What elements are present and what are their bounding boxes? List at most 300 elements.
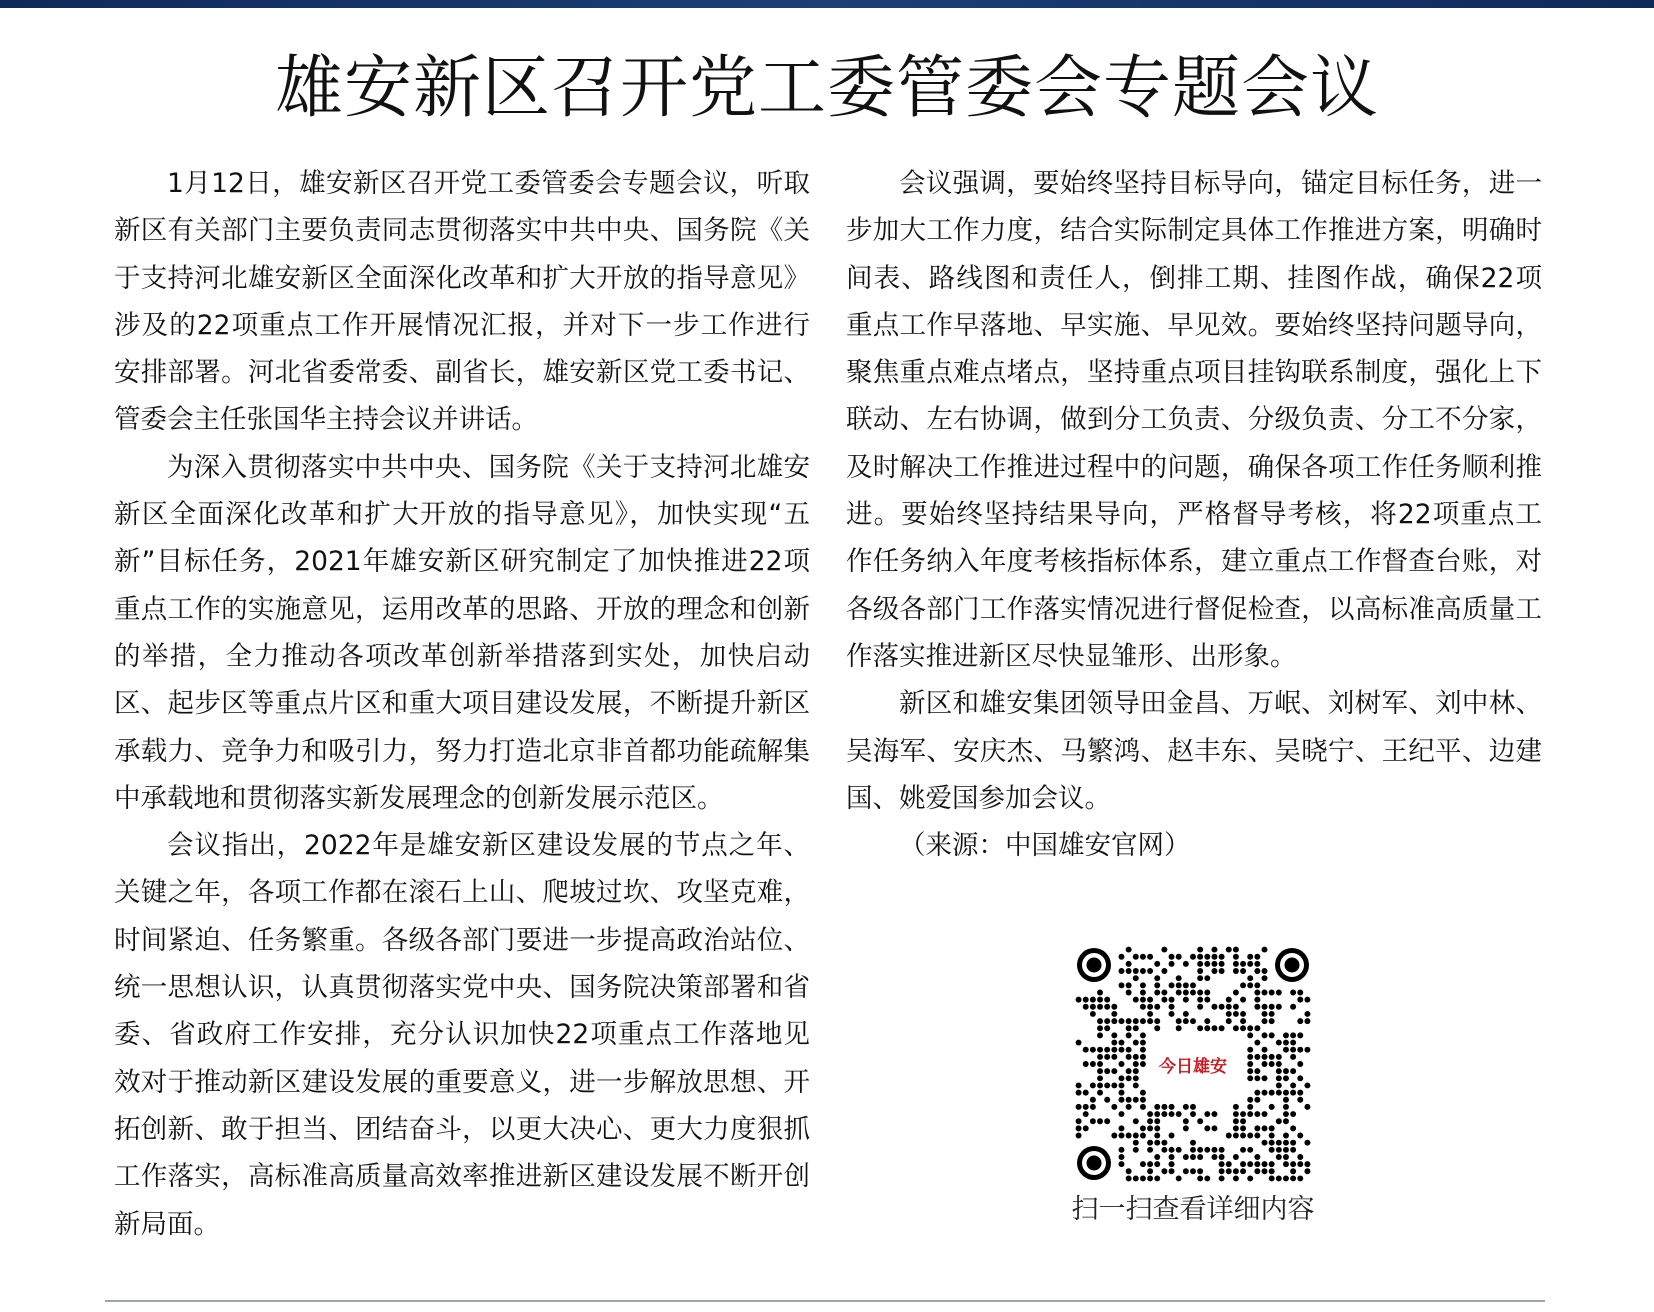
qr-module xyxy=(1126,947,1132,953)
qr-module xyxy=(1233,1168,1239,1174)
qr-module xyxy=(1190,1147,1196,1153)
qr-module xyxy=(1119,1061,1125,1067)
qr-module xyxy=(1169,1154,1175,1160)
qr-module xyxy=(1262,1061,1268,1067)
qr-module xyxy=(1211,1154,1217,1160)
qr-module xyxy=(1233,968,1239,974)
qr-module xyxy=(1254,1004,1260,1010)
qr-module xyxy=(1076,1133,1082,1139)
qr-module xyxy=(1161,997,1167,1003)
qr-module xyxy=(1176,990,1182,996)
qr-module xyxy=(1197,1025,1203,1031)
qr-module xyxy=(1211,1147,1217,1153)
qr-module xyxy=(1140,997,1146,1003)
qr-module xyxy=(1290,1040,1296,1046)
qr-module xyxy=(1147,968,1153,974)
qr-module xyxy=(1097,1032,1103,1038)
qr-module xyxy=(1190,1154,1196,1160)
qr-module xyxy=(1126,1175,1132,1181)
qr-module xyxy=(1140,1054,1146,1060)
qr-module xyxy=(1240,982,1246,988)
qr-module xyxy=(1083,1104,1089,1110)
qr-module xyxy=(1254,1125,1260,1131)
qr-module xyxy=(1176,1025,1182,1031)
qr-module xyxy=(1176,1175,1182,1181)
qr-module xyxy=(1211,1111,1217,1117)
qr-module xyxy=(1133,1147,1139,1153)
qr-module xyxy=(1154,975,1160,981)
qr-module xyxy=(1226,1168,1232,1174)
qr-module xyxy=(1183,961,1189,967)
qr-module xyxy=(1290,1125,1296,1131)
qr-module xyxy=(1083,1047,1089,1053)
qr-module xyxy=(1197,1147,1203,1153)
qr-module xyxy=(1083,1004,1089,1010)
qr-module xyxy=(1269,1175,1275,1181)
qr-module xyxy=(1126,1054,1132,1060)
qr-module xyxy=(1254,1090,1260,1096)
qr-module xyxy=(1297,1097,1303,1103)
qr-module xyxy=(1247,1075,1253,1081)
qr-module xyxy=(1133,1140,1139,1146)
qr-module xyxy=(1111,1047,1117,1053)
qr-module xyxy=(1297,1047,1303,1053)
qr-module xyxy=(1247,1147,1253,1153)
article-column-left xyxy=(114,160,810,1248)
article-column-right xyxy=(846,160,1542,869)
qr-module xyxy=(1119,1047,1125,1053)
qr-module xyxy=(1254,1025,1260,1031)
qr-module xyxy=(1283,1104,1289,1110)
qr-module xyxy=(1133,1133,1139,1139)
qr-module xyxy=(1154,1125,1160,1131)
qr-module xyxy=(1262,1075,1268,1081)
qr-module xyxy=(1269,1168,1275,1174)
qr-module xyxy=(1269,1147,1275,1153)
qr-module xyxy=(1154,1104,1160,1110)
qr-module xyxy=(1154,961,1160,967)
qr-module xyxy=(1254,1068,1260,1074)
qr-module xyxy=(1219,1161,1225,1167)
qr-module xyxy=(1204,975,1210,981)
qr-module xyxy=(1219,1025,1225,1031)
qr-module xyxy=(1211,961,1217,967)
qr-module xyxy=(1119,982,1125,988)
qr-module xyxy=(1262,1161,1268,1167)
qr-module xyxy=(1254,968,1260,974)
qr-module xyxy=(1211,1004,1217,1010)
qr-module xyxy=(1262,1032,1268,1038)
qr-module xyxy=(1126,1025,1132,1031)
qr-module xyxy=(1161,1104,1167,1110)
qr-module xyxy=(1161,947,1167,953)
qr-module xyxy=(1204,954,1210,960)
qr-module xyxy=(1097,1025,1103,1031)
qr-module xyxy=(1226,1011,1232,1017)
qr-module xyxy=(1254,961,1260,967)
qr-module xyxy=(1126,1104,1132,1110)
qr-module xyxy=(1290,1111,1296,1117)
qr-module xyxy=(1140,1175,1146,1181)
qr-module xyxy=(1111,1018,1117,1024)
qr-module xyxy=(1076,1125,1082,1131)
qr-module xyxy=(1133,1018,1139,1024)
bottom-divider xyxy=(105,1300,1545,1302)
qr-module xyxy=(1197,1004,1203,1010)
qr-module xyxy=(1276,1175,1282,1181)
qr-module xyxy=(1283,1090,1289,1096)
qr-module xyxy=(1276,1118,1282,1124)
qr-module xyxy=(1233,961,1239,967)
qr-module xyxy=(1290,1168,1296,1174)
qr-module xyxy=(1119,1082,1125,1088)
qr-module xyxy=(1090,1047,1096,1053)
qr-module xyxy=(1169,1111,1175,1117)
qr-module xyxy=(1154,1118,1160,1124)
qr-module xyxy=(1304,1161,1310,1167)
qr-module xyxy=(1147,954,1153,960)
qr-module xyxy=(1304,1047,1310,1053)
qr-module xyxy=(1297,1133,1303,1139)
qr-module xyxy=(1097,1004,1103,1010)
qr-module xyxy=(1119,1040,1125,1046)
article-paragraph: 会议强调，要始终坚持目标导向，锚定目标任务，进一步加大工作力度，结合实际制定具体工作推进方案，明确时间表、路线图和责任人，倒排工期、挂图作战，确保22项重点工作早落地、早实施、早见效。要始终坚持问题导向，聚焦重点难点堵点，坚持重点项目挂钩联系制度，强化上下联动、左右协调，做到分工负责、分级负责、分工不分家，及时解决工作推进过程中的问题，确保各项工作任务顺利推进。要始终坚持结果导向，严格督导考核，将22项重点工作任务纳入年度考核指标体系，建立重点工作督查台账，对各级各部门工作落实情况进行督促检查，以高标准高质量工作落实推进新区尽快显雏形、出形象。 xyxy=(846,168,1542,672)
qr-module xyxy=(1176,975,1182,981)
qr-module xyxy=(1119,1090,1125,1096)
qr-module xyxy=(1140,1104,1146,1110)
qr-module xyxy=(1154,982,1160,988)
qr-module xyxy=(1262,1047,1268,1053)
qr-module xyxy=(1233,1154,1239,1160)
qr-module xyxy=(1190,1140,1196,1146)
qr-module xyxy=(1176,1018,1182,1024)
qr-module xyxy=(1219,968,1225,974)
qr-module xyxy=(1147,1018,1153,1024)
qr-module xyxy=(1169,997,1175,1003)
qr-module xyxy=(1097,1075,1103,1081)
qr-module xyxy=(1233,947,1239,953)
qr-module xyxy=(1119,968,1125,974)
qr-module xyxy=(1283,1161,1289,1167)
qr-module xyxy=(1111,1032,1117,1038)
qr-code-image[interactable] xyxy=(1075,946,1311,1182)
qr-module xyxy=(1097,1118,1103,1124)
qr-module xyxy=(1204,1125,1210,1131)
qr-module xyxy=(1254,982,1260,988)
qr-module xyxy=(1269,1125,1275,1131)
article-source: （来源：中国雄安官网） xyxy=(899,830,1191,862)
qr-module xyxy=(1169,1004,1175,1010)
qr-module xyxy=(1169,1161,1175,1167)
qr-module xyxy=(1219,1154,1225,1160)
qr-module xyxy=(1104,1097,1110,1103)
qr-module xyxy=(1119,1154,1125,1160)
qr-module xyxy=(1083,1125,1089,1131)
qr-module xyxy=(1304,1082,1310,1088)
qr-module xyxy=(1211,1125,1217,1131)
qr-module xyxy=(1104,1047,1110,1053)
qr-module xyxy=(1197,1154,1203,1160)
qr-module xyxy=(1161,968,1167,974)
qr-module xyxy=(1097,990,1103,996)
qr-module xyxy=(1133,997,1139,1003)
qr-module xyxy=(1247,1047,1253,1053)
qr-module xyxy=(1283,1068,1289,1074)
qr-module xyxy=(1247,1175,1253,1181)
qr-module xyxy=(1247,1104,1253,1110)
qr-module xyxy=(1154,1133,1160,1139)
article-headline: 雄安新区召开党工委管委会专题会议 xyxy=(274,49,1379,128)
qr-module xyxy=(1126,1068,1132,1074)
qr-module xyxy=(1297,1090,1303,1096)
qr-module xyxy=(1297,1061,1303,1067)
qr-module xyxy=(1126,1047,1132,1053)
qr-module xyxy=(1240,1125,1246,1131)
qr-module xyxy=(1297,1075,1303,1081)
qr-module xyxy=(1169,1011,1175,1017)
qr-module xyxy=(1183,1018,1189,1024)
qr-module xyxy=(1111,1133,1117,1139)
qr-module xyxy=(1126,1032,1132,1038)
qr-module xyxy=(1133,1097,1139,1103)
qr-module xyxy=(1147,1147,1153,1153)
qr-module xyxy=(1140,1133,1146,1139)
qr-module xyxy=(1133,968,1139,974)
qr-module xyxy=(1169,1133,1175,1139)
qr-module xyxy=(1190,982,1196,988)
qr-module xyxy=(1219,1175,1225,1181)
qr-module xyxy=(1247,1061,1253,1067)
qr-module xyxy=(1276,1082,1282,1088)
qr-module xyxy=(1254,1133,1260,1139)
qr-module xyxy=(1240,1118,1246,1124)
qr-module xyxy=(1083,997,1089,1003)
qr-module xyxy=(1204,1175,1210,1181)
qr-module xyxy=(1226,1133,1232,1139)
qr-module xyxy=(1090,1004,1096,1010)
qr-module xyxy=(1240,968,1246,974)
qr-module xyxy=(1133,1075,1139,1081)
qr-module xyxy=(1161,990,1167,996)
qr-module xyxy=(1240,1168,1246,1174)
qr-module xyxy=(1133,1061,1139,1067)
qr-module xyxy=(1076,1040,1082,1046)
qr-module xyxy=(1247,1068,1253,1074)
qr-module xyxy=(1197,997,1203,1003)
qr-module xyxy=(1204,1111,1210,1117)
qr-module xyxy=(1190,1104,1196,1110)
qr-caption: 扫一扫查看详细内容 xyxy=(1071,1194,1315,1225)
qr-module xyxy=(1283,1154,1289,1160)
qr-module xyxy=(1126,990,1132,996)
qr-module xyxy=(1233,1175,1239,1181)
qr-module xyxy=(1304,1168,1310,1174)
qr-module xyxy=(1147,1168,1153,1174)
qr-module xyxy=(1197,975,1203,981)
qr-module xyxy=(1254,954,1260,960)
qr-module xyxy=(1140,1097,1146,1103)
qr-module xyxy=(1104,1025,1110,1031)
article-paragraph: 会议指出，2022年是雄安新区建设发展的节点之年、关键之年，各项工作都在滚石上山、爬坡过坎、攻坚克难，时间紧迫、任务繁重。各级各部门要进一步提高政治站位、统一思想认识，认真贯彻落实党中央、国务院决策部署和省委、省政府工作安排，充分认识加快22项重点工作落地见效对于推动新区建设发展的重要意义，进一步解放思想、开拓创新、敢于担当、团结奋斗，以更大决心、更大力度狠抓工作落实，高标准高质量高效率推进新区建设发展不断开创新局面。 xyxy=(114,830,810,1240)
qr-module xyxy=(1283,1133,1289,1139)
qr-module xyxy=(1126,1168,1132,1174)
qr-module xyxy=(1197,954,1203,960)
article-paragraph: 新区和雄安集团领导田金昌、万岷、刘树军、刘中林、吴海军、安庆杰、马繁鸿、赵丰东、吴晓宁、王纪平、边建国、姚爱国参加会议。 xyxy=(846,688,1542,814)
qr-module xyxy=(1083,1061,1089,1067)
qr-module xyxy=(1097,1054,1103,1060)
qr-module xyxy=(1126,968,1132,974)
qr-module xyxy=(1169,961,1175,967)
qr-module xyxy=(1119,1147,1125,1153)
qr-module xyxy=(1147,1175,1153,1181)
qr-module xyxy=(1097,1068,1103,1074)
qr-module xyxy=(1233,1004,1239,1010)
qr-module xyxy=(1090,1118,1096,1124)
qr-module xyxy=(1254,1054,1260,1060)
qr-module xyxy=(1119,1097,1125,1103)
qr-module xyxy=(1147,1111,1153,1117)
qr-module xyxy=(1226,947,1232,953)
qr-module xyxy=(1211,947,1217,953)
qr-module xyxy=(1169,1168,1175,1174)
qr-module xyxy=(1161,1168,1167,1174)
qr-module xyxy=(1176,954,1182,960)
qr-module xyxy=(1183,982,1189,988)
qr-module xyxy=(1104,1018,1110,1024)
qr-module xyxy=(1247,1161,1253,1167)
qr-module xyxy=(1240,1011,1246,1017)
qr-module xyxy=(1111,1040,1117,1046)
qr-module xyxy=(1262,1125,1268,1131)
qr-module xyxy=(1197,1118,1203,1124)
qr-module xyxy=(1126,961,1132,967)
qr-module xyxy=(1083,1090,1089,1096)
qr-module xyxy=(1276,1061,1282,1067)
qr-module xyxy=(1183,1125,1189,1131)
qr-module xyxy=(1283,1032,1289,1038)
qr-module xyxy=(1197,968,1203,974)
qr-module xyxy=(1190,990,1196,996)
qr-module xyxy=(1269,1032,1275,1038)
qr-module xyxy=(1254,1168,1260,1174)
qr-module xyxy=(1290,1047,1296,1053)
qr-module xyxy=(1140,982,1146,988)
qr-module xyxy=(1197,990,1203,996)
qr-module xyxy=(1147,1118,1153,1124)
qr-module xyxy=(1097,997,1103,1003)
qr-module xyxy=(1233,1011,1239,1017)
qr-module xyxy=(1219,1168,1225,1174)
qr-module xyxy=(1161,1147,1167,1153)
qr-module xyxy=(1262,1004,1268,1010)
qr-module xyxy=(1197,1175,1203,1181)
qr-module xyxy=(1262,968,1268,974)
qr-module xyxy=(1133,1068,1139,1074)
qr-module xyxy=(1254,1161,1260,1167)
qr-module xyxy=(1290,1004,1296,1010)
qr-module xyxy=(1254,1040,1260,1046)
qr-module xyxy=(1276,1140,1282,1146)
qr-module xyxy=(1147,1161,1153,1167)
qr-module xyxy=(1290,1140,1296,1146)
qr-module xyxy=(1090,1061,1096,1067)
qr-module xyxy=(1154,1004,1160,1010)
qr-module xyxy=(1090,997,1096,1003)
qr-module xyxy=(1147,1004,1153,1010)
qr-module xyxy=(1169,1104,1175,1110)
qr-module xyxy=(1262,1018,1268,1024)
qr-module xyxy=(1269,1011,1275,1017)
qr-module xyxy=(1262,1140,1268,1146)
qr-module xyxy=(1247,1054,1253,1060)
qr-module xyxy=(1304,1018,1310,1024)
qr-module xyxy=(1304,997,1310,1003)
qr-module xyxy=(1147,1011,1153,1017)
qr-module xyxy=(1104,1118,1110,1124)
qr-module xyxy=(1169,1147,1175,1153)
qr-module xyxy=(1254,1111,1260,1117)
qr-module xyxy=(1233,1111,1239,1117)
qr-module xyxy=(1140,1125,1146,1131)
qr-module xyxy=(1140,990,1146,996)
qr-module xyxy=(1154,1175,1160,1181)
qr-module xyxy=(1076,997,1082,1003)
qr-module xyxy=(1276,1147,1282,1153)
qr-module xyxy=(1233,1125,1239,1131)
qr-module xyxy=(1133,954,1139,960)
qr-module xyxy=(1290,1161,1296,1167)
qr-module xyxy=(1119,954,1125,960)
qr-module xyxy=(1204,1018,1210,1024)
qr-module xyxy=(1190,1111,1196,1117)
qr-module xyxy=(1262,975,1268,981)
qr-module xyxy=(1276,1075,1282,1081)
qr-module xyxy=(1276,1054,1282,1060)
qr-module xyxy=(1247,1097,1253,1103)
qr-module xyxy=(1140,1004,1146,1010)
qr-module xyxy=(1126,1097,1132,1103)
qr-module xyxy=(1290,1090,1296,1096)
qr-code-block[interactable] xyxy=(1053,946,1333,1228)
qr-module xyxy=(1183,1011,1189,1017)
qr-module xyxy=(1290,1054,1296,1060)
qr-module xyxy=(1119,1111,1125,1117)
qr-module xyxy=(1197,1168,1203,1174)
qr-module xyxy=(1119,1133,1125,1139)
qr-module xyxy=(1104,1082,1110,1088)
qr-finder-bottom-left xyxy=(1077,1146,1111,1180)
qr-module xyxy=(1297,1018,1303,1024)
qr-module xyxy=(1240,1133,1246,1139)
qr-module xyxy=(1119,1018,1125,1024)
qr-module xyxy=(1147,1140,1153,1146)
qr-module xyxy=(1276,1068,1282,1074)
qr-module xyxy=(1297,1175,1303,1181)
qr-module xyxy=(1119,1075,1125,1081)
qr-module xyxy=(1133,1118,1139,1124)
qr-module xyxy=(1183,997,1189,1003)
qr-module xyxy=(1111,1104,1117,1110)
qr-module xyxy=(1226,1161,1232,1167)
qr-module xyxy=(1140,1040,1146,1046)
qr-module xyxy=(1097,1018,1103,1024)
qr-module xyxy=(1190,954,1196,960)
qr-module xyxy=(1254,1097,1260,1103)
qr-module xyxy=(1154,1154,1160,1160)
qr-module xyxy=(1140,1032,1146,1038)
qr-module xyxy=(1283,1075,1289,1081)
qr-module xyxy=(1133,1082,1139,1088)
